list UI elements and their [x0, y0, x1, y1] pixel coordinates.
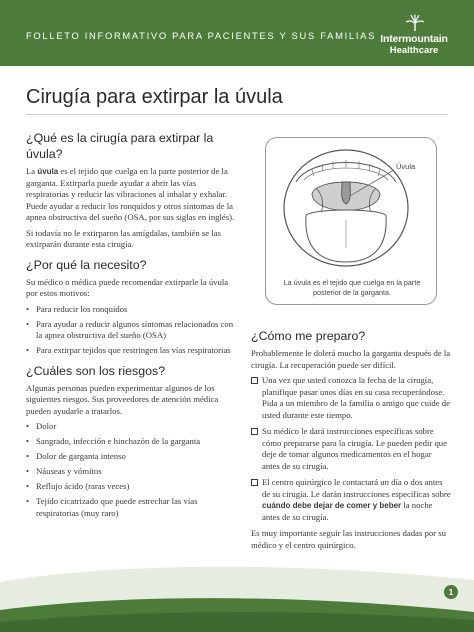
- checklist-text: Una vez que usted conozca la fecha de la cirugía, planifique pasar unos días en su casa recuperándose. Pida a un miembro de la familia o amigo que cuide de usted durante este tiempo.: [262, 375, 450, 420]
- text-fragment: es el tejido que cuelga en la parte posterior de la garganta. Extirparla puede ayudar a abrir las vías respiratorias y reducir las vibraciones al inhalar y exhalar. Puede ayudar a reducir los ronquidos y otros síntomas de la apnea obstructiva del sueño (OSA, por sus siglas en inglés).: [26, 166, 235, 222]
- list-item: • Reflujo ácido (raras veces): [26, 481, 238, 493]
- checklist-item: [251, 426, 451, 472]
- paragraph-what-is: [26, 166, 238, 224]
- uvula-label: Úvula: [396, 162, 416, 171]
- list-item: • Náuseas y vómitos: [26, 466, 238, 478]
- risks-list: [26, 421, 238, 519]
- intermountain-logo: [364, 14, 464, 58]
- list-item: • Tejido cicatrizado que puede estrechar las vías respiratorias (muy raro): [26, 496, 238, 519]
- header-band: [0, 0, 474, 66]
- prepare-checklist: [251, 375, 451, 523]
- logo-name: Intermountain: [380, 33, 448, 45]
- paragraph-risks-intro: Algunas personas pueden experimentar algunos de los siguientes riesgos. Sus proveedores de atención médica pueden ayudarle a tratarlos.: [26, 382, 219, 416]
- checkbox[interactable]: [251, 428, 258, 435]
- paragraph-why-intro: Su médico o médica puede recomendar extirparle la úvula por estos motivos:: [26, 276, 229, 298]
- checklist-text: Su médico le dará instrucciones específicas sobre cómo prepararse para la cirugía. Le pueden pedir que deje de tomar algunos medicamentos en el hogar antes de su cirugía.: [262, 426, 447, 471]
- checkbox[interactable]: [251, 479, 258, 486]
- page-number: 1: [444, 585, 458, 599]
- list-item: • Para ayudar a reducir algunos síntomas relacionados con la apnea obstructiva del sueño (OSA): [26, 319, 238, 342]
- heading-what-is: ¿Qué es la cirugía para extirpar la úvula?: [26, 131, 214, 161]
- list-item: • Sangrado, infección e hinchazón de la garganta: [26, 436, 238, 448]
- checklist-item: [251, 477, 451, 523]
- checklist-bold-text: cuándo debe dejar de comer y beber: [262, 501, 402, 510]
- checkbox[interactable]: [251, 377, 258, 384]
- paragraph-tonsils: Si todavía no le extirparon las amígdalas, también se las extirparán durante esta cirugía.: [26, 227, 221, 249]
- text-fragment: La: [26, 166, 38, 176]
- heading-prepare: ¿Cómo me preparo?: [251, 329, 366, 343]
- checklist-text: El centro quirúrgico le contactará un día o dos antes de su cirugía. Le darán instrucciones específicas sobre: [262, 477, 451, 499]
- page-title: Cirugía para extirpar la úvula: [26, 86, 283, 108]
- footer-swoosh: [0, 552, 474, 632]
- list-item: • Para extirpar tejidos que restringen las vías respiratorias: [26, 345, 238, 357]
- heading-risks: ¿Cuáles son los riesgos?: [26, 363, 166, 378]
- header-kicker: FOLLETO INFORMATIVO PARA PACIENTES Y SUS FAMILIAS: [26, 30, 377, 41]
- list-item: • Dolor: [26, 421, 238, 433]
- logo-subtitle: Healthcare: [389, 45, 439, 56]
- why-list: [26, 304, 238, 357]
- heading-why: ¿Por qué la necesito?: [26, 257, 147, 272]
- title-divider: [26, 114, 448, 115]
- right-column: [251, 322, 451, 555]
- paragraph-closing: Es muy importante seguir las instrucciones dadas por su médico y el centro quirúrgico.: [251, 528, 446, 550]
- figure-caption: La úvula es el tejido que cuelga en la parte posterior de la garganta.: [283, 278, 421, 297]
- list-item: • Para reducir los ronquidos: [26, 304, 238, 316]
- uvula-illustration: [265, 137, 437, 305]
- checklist-item: [251, 375, 451, 421]
- checklist-text: la noche antes de su cirugía.: [262, 500, 433, 522]
- left-column: [26, 124, 238, 523]
- term-uvula: úvula: [37, 167, 59, 176]
- list-item: • Dolor de garganta intenso: [26, 451, 238, 463]
- paragraph-prepare-intro: Probablemente le dolerá mucho la garganta después de la cirugía. La recuperación puede ser difícil.: [251, 348, 451, 370]
- tree-logo-icon: [404, 14, 426, 32]
